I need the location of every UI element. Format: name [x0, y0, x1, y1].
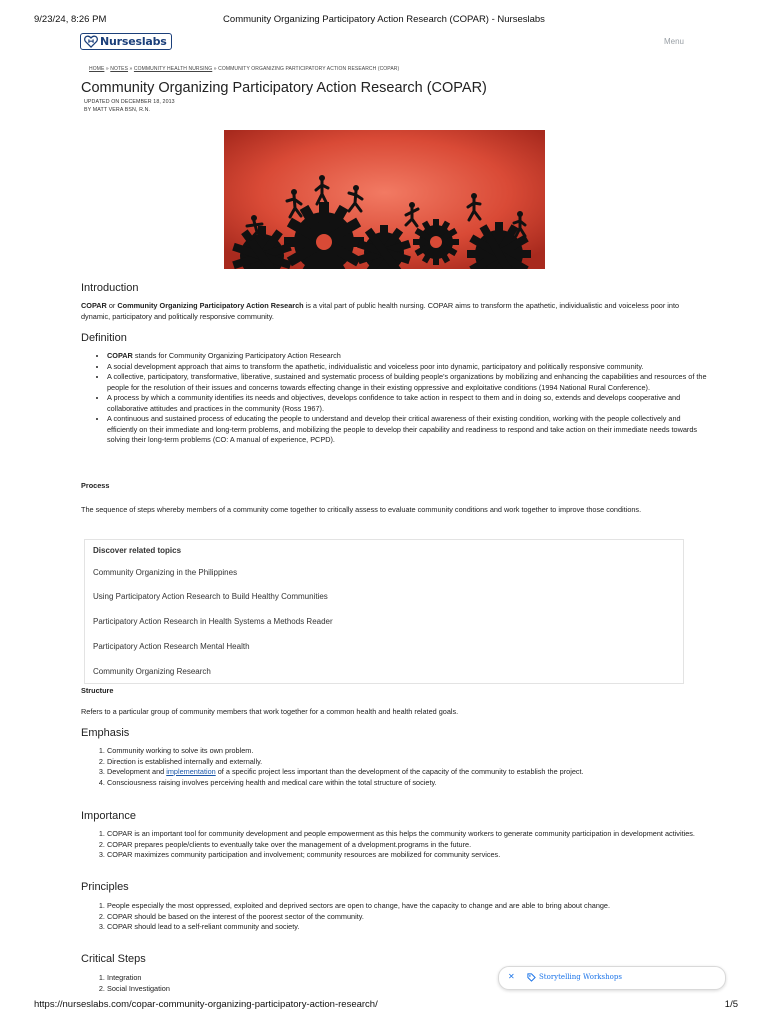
list-item: 3. COPAR should lead to a self-reliant community and society.: [107, 922, 707, 933]
emphasis-list: [81, 746, 707, 788]
heading-principles: Principles: [81, 881, 129, 893]
copar-bold: COPAR: [107, 351, 133, 360]
logo-text: Nurseslabs: [100, 35, 167, 48]
storytelling-pill[interactable]: [498, 966, 726, 990]
introduction-paragraph: [81, 301, 685, 322]
related-topics-box: [84, 539, 684, 684]
definition-first-text: stands for Community Organizing Participatory Action Research: [132, 351, 341, 360]
list-item: 1. People especially the most oppressed, exploited and deprived sectors are open to change, have the capacity to change and are able to bring about change.: [107, 901, 707, 912]
heading-structure: Structure: [81, 686, 114, 695]
emphasis-item3-post: of a specific project less important than the development of the capacity of the community to establish the project.: [215, 767, 584, 776]
list-item: • A social development approach that aims to transform the apathetic, individualistic and voiceless poor into dynamic, participatory and politically responsive community.: [107, 362, 707, 373]
heading-process: Process: [81, 481, 110, 490]
copar-bold: COPAR: [81, 301, 107, 310]
site-header: [80, 32, 686, 54]
structure-paragraph: Refers to a particular group of community members that work together for a common health and health related goals.: [81, 707, 459, 716]
related-topics-heading: Discover related topics: [93, 546, 182, 555]
print-url: https://nurseslabs.com/copar-community-organizing-participatory-action-research/: [34, 999, 378, 1010]
heading-emphasis: Emphasis: [81, 727, 130, 739]
byline: BY MATT VERA BSN, R.N.: [84, 107, 151, 113]
close-icon[interactable]: ✕: [508, 972, 515, 981]
process-paragraph: The sequence of steps whereby members of a community come together to critically assess to evaluate community conditions and work together to improve those conditions.: [81, 505, 642, 514]
print-header: [0, 14, 768, 28]
page-title: Community Organizing Participatory Action Research (COPAR): [81, 80, 487, 96]
print-datetime: 9/23/24, 8:26 PM: [34, 14, 107, 25]
list-item: [107, 351, 707, 362]
breadcrumb: [89, 66, 399, 72]
list-item: 2. COPAR should be based on the interest of the poorest sector of the community.: [107, 912, 707, 923]
site-logo[interactable]: [80, 33, 172, 50]
list-item: • A collective, participatory, transformative, liberative, sustained and systematic process of building people's organizations by mobilizing and enhancing the capabilities and resources of the people for the resolution of their issues and concerns towards effecting change in their existing oppressive and exploitative conditions (1994 National Rural Conference).: [107, 372, 707, 393]
intro-or: or: [106, 301, 118, 310]
copar-full-name-bold: Community Organizing Participatory Action Research: [117, 301, 304, 310]
intro-body: is a vital part of public health nursing. COPAR aims to transform the apathetic, individualistic and voiceless poor into dynamic, participatory and politically responsive community.: [81, 301, 680, 321]
hero-image: [224, 130, 545, 269]
related-topic-link[interactable]: Community Organizing Research: [93, 667, 211, 676]
breadcrumb-home[interactable]: HOME: [89, 66, 105, 72]
breadcrumb-notes[interactable]: NOTES: [110, 66, 129, 72]
heading-introduction: Introduction: [81, 282, 139, 294]
list-item: • A continuous and sustained process of educating the people to understand and develop their critical awareness of their existing condition, working with the people collectively and efficiently on their immediate and long-term problems, and mobilizing the people to develop their capability and readiness to respond and take action on their immediate needs towards solving their long-term problems (CO: A manual of experience, PCPD).: [107, 414, 707, 446]
list-item: 2. Direction is established internally and externally.: [107, 757, 707, 768]
list-item: 1. COPAR is an important tool for community development and people empowerment as this helps the community workers to generate community participation in development activities.: [107, 829, 707, 840]
list-item: 4. Consciousness raising involves perceiving health and medical care within the total structure of society.: [107, 778, 707, 789]
breadcrumb-separator: »: [213, 66, 217, 72]
storytelling-link[interactable]: Storytelling Workshops: [539, 973, 622, 981]
heart-logo-icon: [84, 35, 98, 48]
print-doc-title: Community Organizing Participatory Action Research (COPAR) - Nurseslabs: [223, 14, 545, 25]
definition-list: [81, 351, 707, 446]
list-item: 2. Social Investigation: [107, 984, 707, 995]
tag-icon: [527, 973, 536, 982]
list-item: 1. Integration: [107, 973, 707, 984]
updated-date: UPDATED ON DECEMBER 18, 2013: [84, 99, 175, 105]
importance-list: [81, 829, 707, 861]
related-topic-link[interactable]: Community Organizing in the Philippines: [93, 568, 238, 577]
related-topic-link[interactable]: Participatory Action Research Mental Health: [93, 642, 250, 651]
breadcrumb-section[interactable]: COMMUNITY HEALTH NURSING: [133, 66, 213, 72]
related-topic-link[interactable]: Participatory Action Research in Health Systems a Methods Reader: [93, 617, 333, 626]
principles-list: [81, 901, 707, 933]
page-number: 1/5: [724, 999, 738, 1010]
heading-critical-steps: Critical Steps: [81, 953, 146, 965]
list-item: • A process by which a community identifies its needs and objectives, develops confidence to take action in respect to them and in doing so, extends and develops cooperative and collaborative attitudes and practices in the community (Ross 1967).: [107, 393, 707, 414]
list-item: 2. COPAR prepares people/clients to eventually take over the management of a dvelopment.programs in the future.: [107, 840, 707, 851]
breadcrumb-separator: »: [105, 66, 109, 72]
heading-definition: Definition: [81, 332, 127, 344]
heading-importance: Importance: [81, 810, 137, 822]
list-item: 3. COPAR maximizes community participation and involvement; community resources are mobilized for community services.: [107, 850, 707, 861]
emphasis-item3-pre: Development and: [107, 767, 167, 776]
related-topic-link[interactable]: Using Participatory Action Research to Build Healthy Communities: [93, 592, 328, 601]
breadcrumb-current: COMMUNITY ORGANIZING PARTICIPATORY ACTION RESEARCH (COPAR): [218, 66, 400, 72]
list-item: [107, 767, 707, 778]
breadcrumb-separator: »: [129, 66, 133, 72]
list-item: 1. Community working to solve its own problem.: [107, 746, 707, 757]
menu-button[interactable]: Menu: [663, 37, 684, 46]
implementation-link[interactable]: implementation: [166, 767, 216, 776]
